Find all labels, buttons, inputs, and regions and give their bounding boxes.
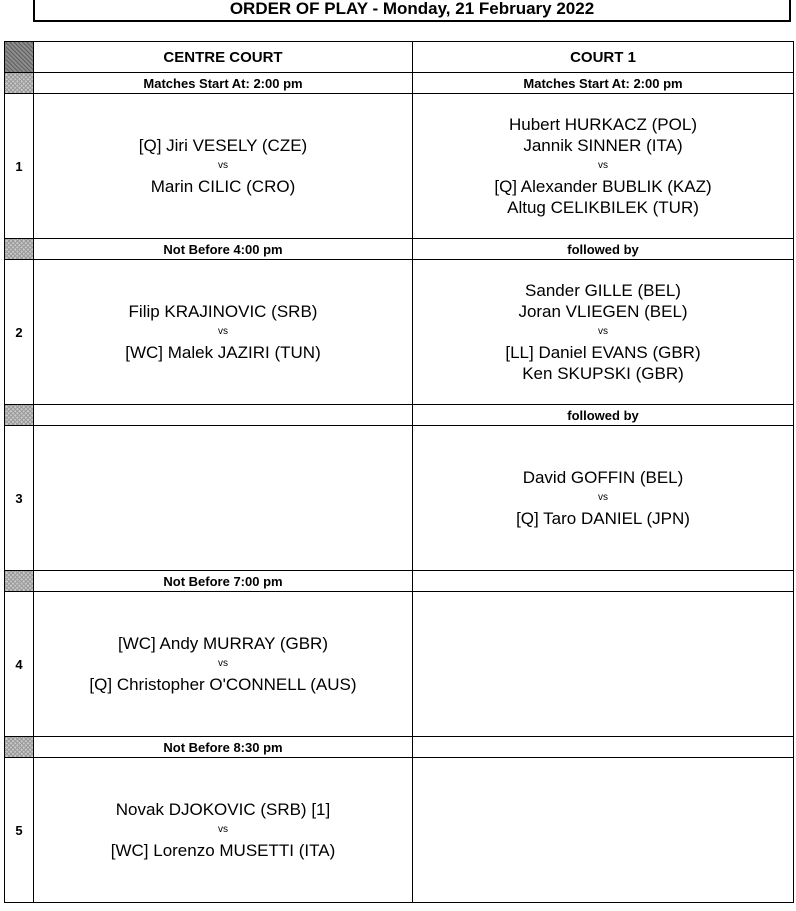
court1-match [413,426,794,571]
court1-match [413,758,794,903]
centre-start-time [34,405,413,426]
court-header-centre: CENTRE COURT [34,42,413,73]
match-row [5,426,794,571]
time-row [5,571,794,592]
player-name: [Q] Jiri VESELY (CZE) [138,136,308,155]
player-name: Jannik SINNER (ITA) [523,136,683,155]
time-row [5,737,794,758]
centre-match [34,426,413,571]
court1-start-time: Matches Start At: 2:00 pm [413,73,794,94]
match-number: 5 [5,758,34,903]
player-name: Novak DJOKOVIC (SRB) [1] [115,800,331,819]
court1-start-time [413,571,794,592]
player-name: Filip KRAJINOVIC (SRB) [128,302,318,321]
centre-match [34,592,413,737]
vs-label: vs [598,160,608,171]
match-number: 3 [5,426,34,571]
player-name: Altug CELIKBILEK (TUR) [507,198,699,217]
vs-label: vs [218,160,228,171]
match-row [5,94,794,239]
player-name: Joran VLIEGEN (BEL) [518,302,688,321]
player-name: [Q] Alexander BUBLIK (KAZ) [494,177,712,196]
match-row [5,758,794,903]
player-name: [LL] Daniel EVANS (GBR) [505,343,701,362]
vs-label: vs [598,326,608,337]
court1-match [413,260,794,405]
player-name: Hubert HURKACZ (POL) [509,115,697,134]
time-row [5,405,794,426]
player-name: Marin CILIC (CRO) [150,177,296,196]
court1-match [413,592,794,737]
player-name: [WC] Malek JAZIRI (TUN) [125,343,321,362]
centre-start-time: Not Before 4:00 pm [34,239,413,260]
vs-label: vs [218,326,228,337]
match-number: 2 [5,260,34,405]
match-number: 4 [5,592,34,737]
order-of-play-table [4,41,794,903]
player-name: [WC] Lorenzo MUSETTI (ITA) [110,841,336,860]
centre-match [34,260,413,405]
centre-start-time: Not Before 8:30 pm [34,737,413,758]
hatch-cell [5,571,34,592]
player-name: [Q] Taro DANIEL (JPN) [516,509,690,528]
vs-label: vs [218,658,228,669]
match-row [5,592,794,737]
player-name: [WC] Andy MURRAY (GBR) [117,634,328,653]
centre-start-time: Matches Start At: 2:00 pm [34,73,413,94]
hatch-cell [5,73,34,94]
player-name: [Q] Christopher O'CONNELL (AUS) [89,675,357,694]
corner-cell [5,42,34,73]
match-number: 1 [5,94,34,239]
centre-match [34,758,413,903]
vs-label: vs [598,492,608,503]
match-row [5,260,794,405]
court1-start-time: followed by [413,405,794,426]
hatch-cell [5,737,34,758]
player-name: Sander GILLE (BEL) [525,281,681,300]
court1-match [413,94,794,239]
time-row [5,73,794,94]
player-name: Ken SKUPSKI (GBR) [522,364,684,383]
hatch-cell [5,239,34,260]
player-name: David GOFFIN (BEL) [522,468,684,487]
centre-match [34,94,413,239]
centre-start-time: Not Before 7:00 pm [34,571,413,592]
court-header-court1: COURT 1 [413,42,794,73]
time-row [5,239,794,260]
court1-start-time [413,737,794,758]
hatch-cell [5,405,34,426]
vs-label: vs [218,824,228,835]
page-title: ORDER OF PLAY - Monday, 21 February 2022 [33,0,791,22]
court1-start-time: followed by [413,239,794,260]
